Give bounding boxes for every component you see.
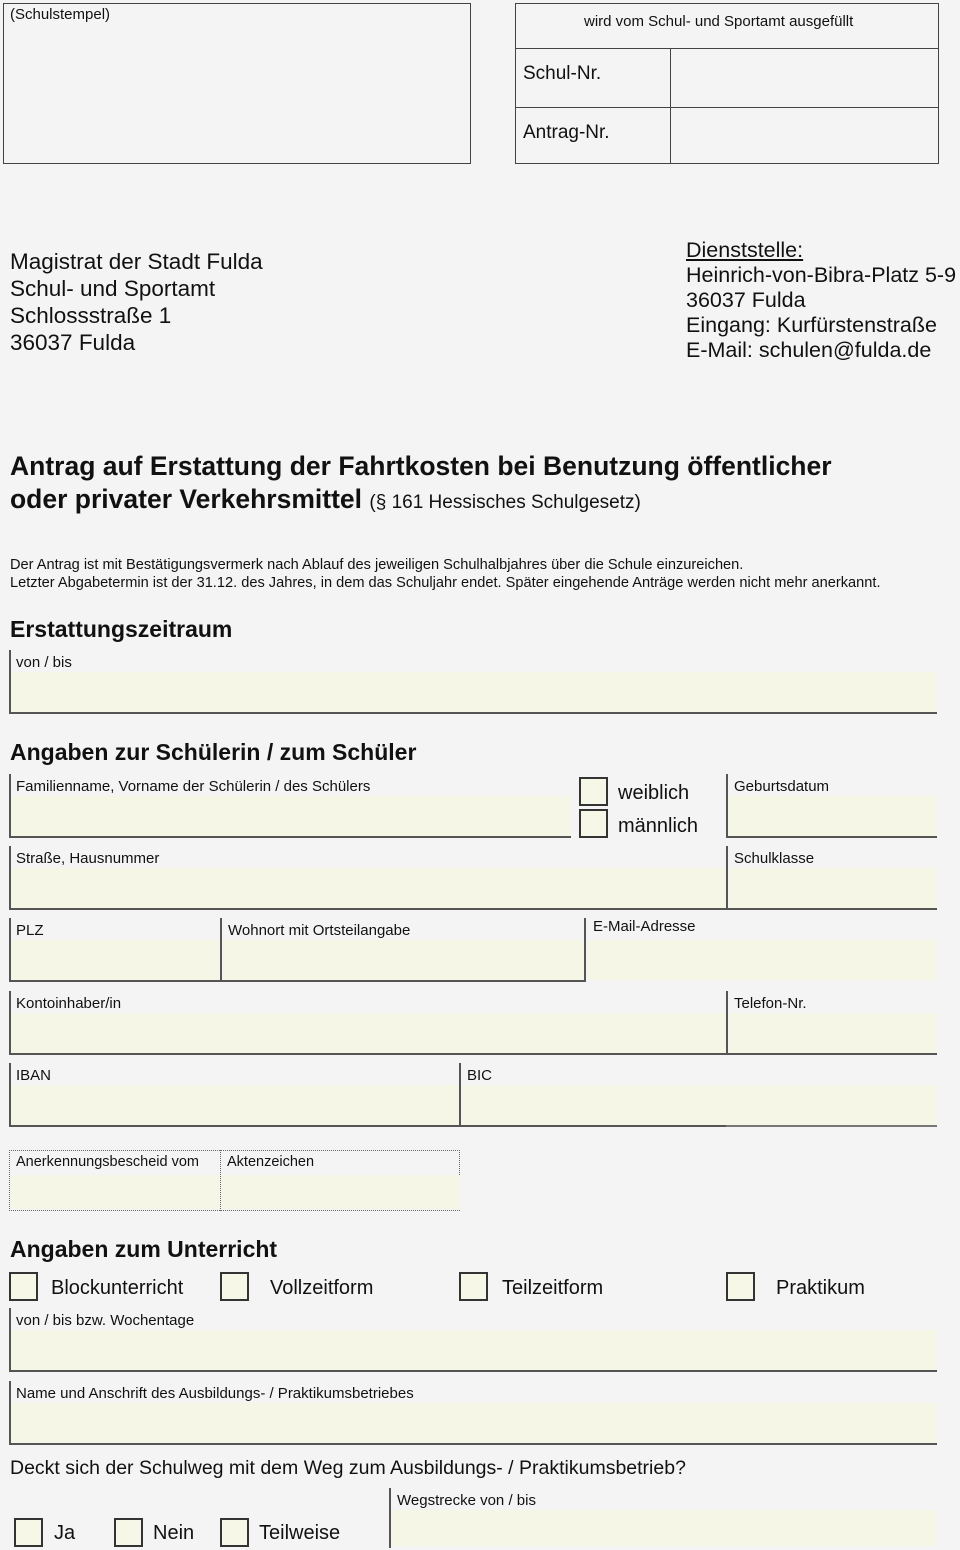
- email-left-line: [584, 918, 586, 982]
- office-heading: Dienststelle:: [686, 238, 804, 262]
- yes-label: Ja: [54, 1522, 76, 1544]
- account-holder-label: Kontoinhaber/in: [16, 995, 122, 1012]
- name-left-line: [9, 774, 11, 838]
- office-address: [686, 238, 956, 363]
- fulltime-label: Vollzeitform: [270, 1277, 374, 1299]
- name-bottom-line: [9, 836, 571, 838]
- zip-field[interactable]: [9, 918, 220, 982]
- city-left-line: [220, 918, 222, 982]
- bic-label: BIC: [467, 1067, 493, 1084]
- school-number-field[interactable]: [672, 50, 936, 106]
- birthdate-input[interactable]: [729, 796, 937, 836]
- phone-label: Telefon-Nr.: [734, 995, 807, 1012]
- recipient-line-2: Schul- und Sportamt: [10, 276, 216, 301]
- iban-input[interactable]: [11, 1085, 460, 1125]
- iban-bottom-line: [9, 1125, 726, 1127]
- birthdate-bottom-line: [726, 836, 937, 838]
- company-bottom-line: [9, 1443, 937, 1445]
- days-label: von / bis bzw. Wochentage: [16, 1312, 195, 1329]
- law-reference: (§ 161 Hessisches Schulgesetz): [369, 492, 641, 513]
- period-field[interactable]: [9, 650, 937, 714]
- account-holder-input[interactable]: [11, 1013, 726, 1053]
- days-input[interactable]: [11, 1330, 937, 1370]
- no-checkbox[interactable]: [114, 1518, 143, 1547]
- internship-label: Praktikum: [776, 1277, 865, 1299]
- company-left-line: [9, 1381, 11, 1445]
- student-name-label: Familienname, Vorname der Schülerin / des Schülers: [16, 778, 371, 795]
- office-divider-top: [516, 48, 938, 49]
- male-label: männlich: [618, 815, 699, 837]
- days-bottom-line: [9, 1370, 937, 1372]
- form-title-line-1: Antrag auf Erstattung der Fahrtkosten bei Benutzung öffentlicher: [10, 451, 832, 481]
- email-input[interactable]: [588, 940, 937, 980]
- company-label: Name und Anschrift des Ausbildungs- / Praktikumsbetriebes: [16, 1385, 414, 1402]
- days-left-line: [9, 1308, 11, 1372]
- file-reference-input[interactable]: [222, 1175, 460, 1209]
- birthdate-field[interactable]: [727, 774, 937, 838]
- period-heading: Erstattungszeitraum: [10, 616, 233, 642]
- recipient-line-3: Schlossstraße 1: [10, 303, 172, 328]
- street-left-line: [9, 846, 11, 910]
- block-teaching-label: Blockunterricht: [51, 1277, 184, 1299]
- bic-bottom-line: [726, 1125, 937, 1127]
- street-field[interactable]: [9, 846, 726, 910]
- period-bottom-line: [9, 712, 937, 714]
- route-left-line: [389, 1488, 391, 1548]
- notice-line-1: Der Antrag ist mit Bestätigungsvermerk nach Ablauf des jeweiligen Schulhalbjahres über die Schule einzureichen.: [10, 557, 744, 573]
- office-use-box: [515, 3, 939, 164]
- female-checkbox[interactable]: [579, 777, 608, 806]
- route-input[interactable]: [392, 1510, 937, 1546]
- period-input[interactable]: [11, 672, 937, 712]
- street-input[interactable]: [11, 868, 726, 908]
- internship-checkbox[interactable]: [726, 1272, 755, 1301]
- zip-label: PLZ: [16, 922, 44, 939]
- bic-left-line: [459, 1063, 461, 1127]
- office-divider-mid: [516, 107, 938, 108]
- office-email: E-Mail: schulen@fulda.de: [686, 338, 932, 362]
- recognition-label: Anerkennungsbescheid vom: [16, 1154, 199, 1170]
- iban-field[interactable]: [9, 1063, 460, 1127]
- notice-line-2: Letzter Abgabetermin ist der 31.12. des Jahres, in dem das Schuljahr endet. Später eingehende Anträge werden nicht mehr anerkannt.: [10, 575, 881, 591]
- zip-bottom-line: [9, 980, 586, 982]
- school-number-label: Schul-Nr.: [523, 63, 602, 84]
- office-line-3: Eingang: Kurfürstenstraße: [686, 313, 937, 337]
- office-divider-vertical: [670, 48, 671, 163]
- birthdate-label: Geburtsdatum: [734, 778, 830, 795]
- period-label: von / bis: [16, 654, 72, 671]
- account-bottom-line: [9, 1053, 937, 1055]
- account-left-line: [9, 991, 11, 1055]
- application-number-field[interactable]: [672, 109, 936, 163]
- recipient-line-1: Magistrat der Stadt Fulda: [10, 249, 263, 274]
- student-name-field[interactable]: [9, 774, 571, 838]
- submission-notice: [10, 556, 881, 592]
- recognition-field[interactable]: [9, 1150, 220, 1211]
- route-field[interactable]: [390, 1488, 937, 1548]
- zip-input[interactable]: [11, 940, 220, 980]
- yes-checkbox[interactable]: [14, 1518, 43, 1547]
- zip-left-line: [9, 918, 11, 982]
- class-left-line: [726, 846, 728, 910]
- no-label: Nein: [153, 1522, 195, 1544]
- partial-label: Teilweise: [259, 1522, 341, 1544]
- class-input[interactable]: [729, 868, 937, 908]
- male-checkbox[interactable]: [579, 809, 608, 838]
- email-field[interactable]: [586, 914, 937, 982]
- recipient-line-4: 36037 Fulda: [10, 330, 136, 355]
- parttime-label: Teilzeitform: [502, 1277, 604, 1299]
- recipient-address: [10, 248, 263, 356]
- birthdate-left-line: [726, 774, 728, 838]
- phone-left-line: [726, 991, 728, 1055]
- fulltime-checkbox[interactable]: [220, 1272, 249, 1301]
- school-stamp-label: (Schulstempel): [10, 6, 111, 23]
- form-title: [10, 450, 832, 519]
- city-input[interactable]: [223, 940, 585, 980]
- phone-field[interactable]: [727, 991, 937, 1055]
- office-line-2: 36037 Fulda: [686, 288, 806, 312]
- period-left-line: [9, 650, 11, 714]
- account-holder-field[interactable]: [9, 991, 726, 1055]
- female-label: weiblich: [618, 782, 690, 804]
- lessons-heading: Angaben zum Unterricht: [10, 1236, 278, 1262]
- city-field[interactable]: [221, 918, 585, 982]
- street-label: Straße, Hausnummer: [16, 850, 160, 867]
- company-input[interactable]: [11, 1403, 937, 1443]
- company-field[interactable]: [9, 1381, 937, 1445]
- iban-left-line: [9, 1063, 11, 1127]
- city-label: Wohnort mit Ortsteilangabe: [228, 922, 411, 939]
- school-stamp-box: [3, 3, 471, 164]
- route-question: Deckt sich der Schulweg mit dem Weg zum Ausbildungs- / Praktikumsbetrieb?: [10, 1457, 686, 1479]
- days-field[interactable]: [9, 1308, 937, 1372]
- email-label: E-Mail-Adresse: [593, 918, 696, 935]
- bic-field[interactable]: [460, 1063, 937, 1127]
- block-teaching-checkbox[interactable]: [9, 1272, 38, 1301]
- form-title-line-2-wrap: [10, 483, 832, 519]
- form-title-line-2: oder privater Verkehrsmittel: [10, 484, 363, 514]
- student-heading: Angaben zur Schülerin / zum Schüler: [10, 739, 417, 765]
- street-bottom-line: [9, 908, 937, 910]
- class-field[interactable]: [727, 846, 937, 910]
- office-use-note: wird vom Schul- und Sportamt ausgefüllt: [584, 13, 854, 30]
- parttime-checkbox[interactable]: [459, 1272, 488, 1301]
- iban-label: IBAN: [16, 1067, 52, 1084]
- student-name-input[interactable]: [11, 796, 571, 836]
- class-label: Schulklasse: [734, 850, 815, 867]
- route-label: Wegstrecke von / bis: [397, 1492, 536, 1509]
- partial-checkbox[interactable]: [220, 1518, 249, 1547]
- recognition-input[interactable]: [11, 1175, 220, 1209]
- phone-input[interactable]: [729, 1013, 937, 1053]
- file-reference-label: Aktenzeichen: [227, 1154, 315, 1170]
- file-reference-field[interactable]: [220, 1150, 460, 1211]
- office-line-1: Heinrich-von-Bibra-Platz 5-9: [686, 263, 957, 287]
- application-number-label: Antrag-Nr.: [523, 122, 610, 143]
- bic-input[interactable]: [462, 1085, 937, 1125]
